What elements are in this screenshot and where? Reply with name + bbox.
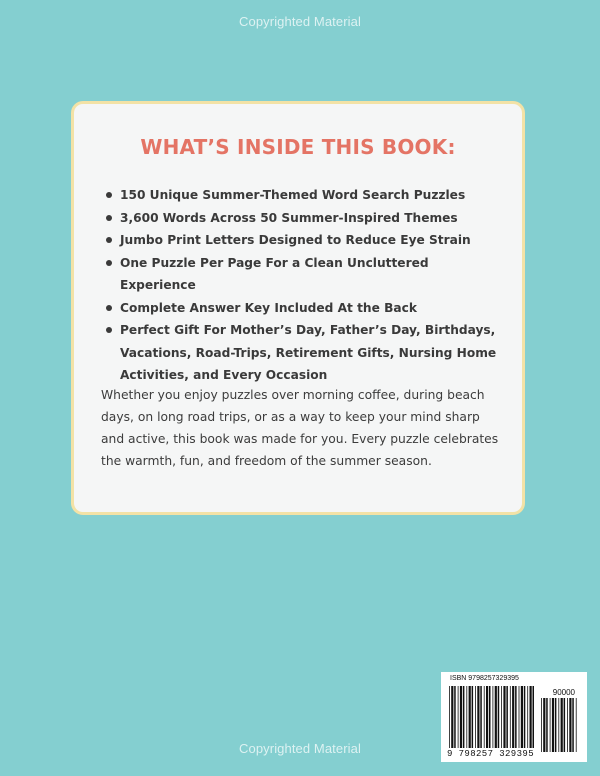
feature-item: Perfect Gift For Mother’s Day, Father’s Day, Birthdays, Vacations, Road-Trips, Retirement Gifts, Nursing Home Activities, and Every Occasion [104, 319, 504, 387]
bullet-icon [106, 237, 112, 243]
feature-item: One Puzzle Per Page For a Clean Uncluttered Experience [104, 252, 504, 297]
bullet-icon [106, 215, 112, 221]
feature-item: Jumbo Print Letters Designed to Reduce Eye Strain [104, 229, 504, 252]
card-heading: WHAT’S INSIDE THIS BOOK: [140, 135, 456, 159]
contents-card [71, 101, 525, 515]
feature-item: 3,600 Words Across 50 Summer-Inspired Themes [104, 207, 504, 230]
feature-item: 150 Unique Summer-Themed Word Search Puzzles [104, 184, 504, 207]
bullet-icon [106, 327, 112, 333]
barcode-bars-main [449, 686, 535, 748]
isbn-label: ISBN 9798257329395 [450, 675, 519, 682]
price-code: 90000 [552, 688, 575, 697]
copyright-watermark-top: Copyrighted Material [239, 14, 361, 29]
description-paragraph: Whether you enjoy puzzles over morning coffee, during beach days, on long road trips, or as a way to keep your mind sharp and active, this book was made for you. Every puzzle celebrates the warmth, fun, and freedom of the summer season. [101, 388, 499, 468]
feature-item: Complete Answer Key Included At the Back [104, 297, 504, 320]
copyright-watermark-bottom: Copyrighted Material [239, 741, 361, 756]
barcode-digits: 9 798257 329395 [447, 749, 535, 759]
bullet-icon [106, 192, 112, 198]
feature-list [104, 184, 504, 387]
bullet-icon [106, 260, 112, 266]
bullet-icon [106, 305, 112, 311]
